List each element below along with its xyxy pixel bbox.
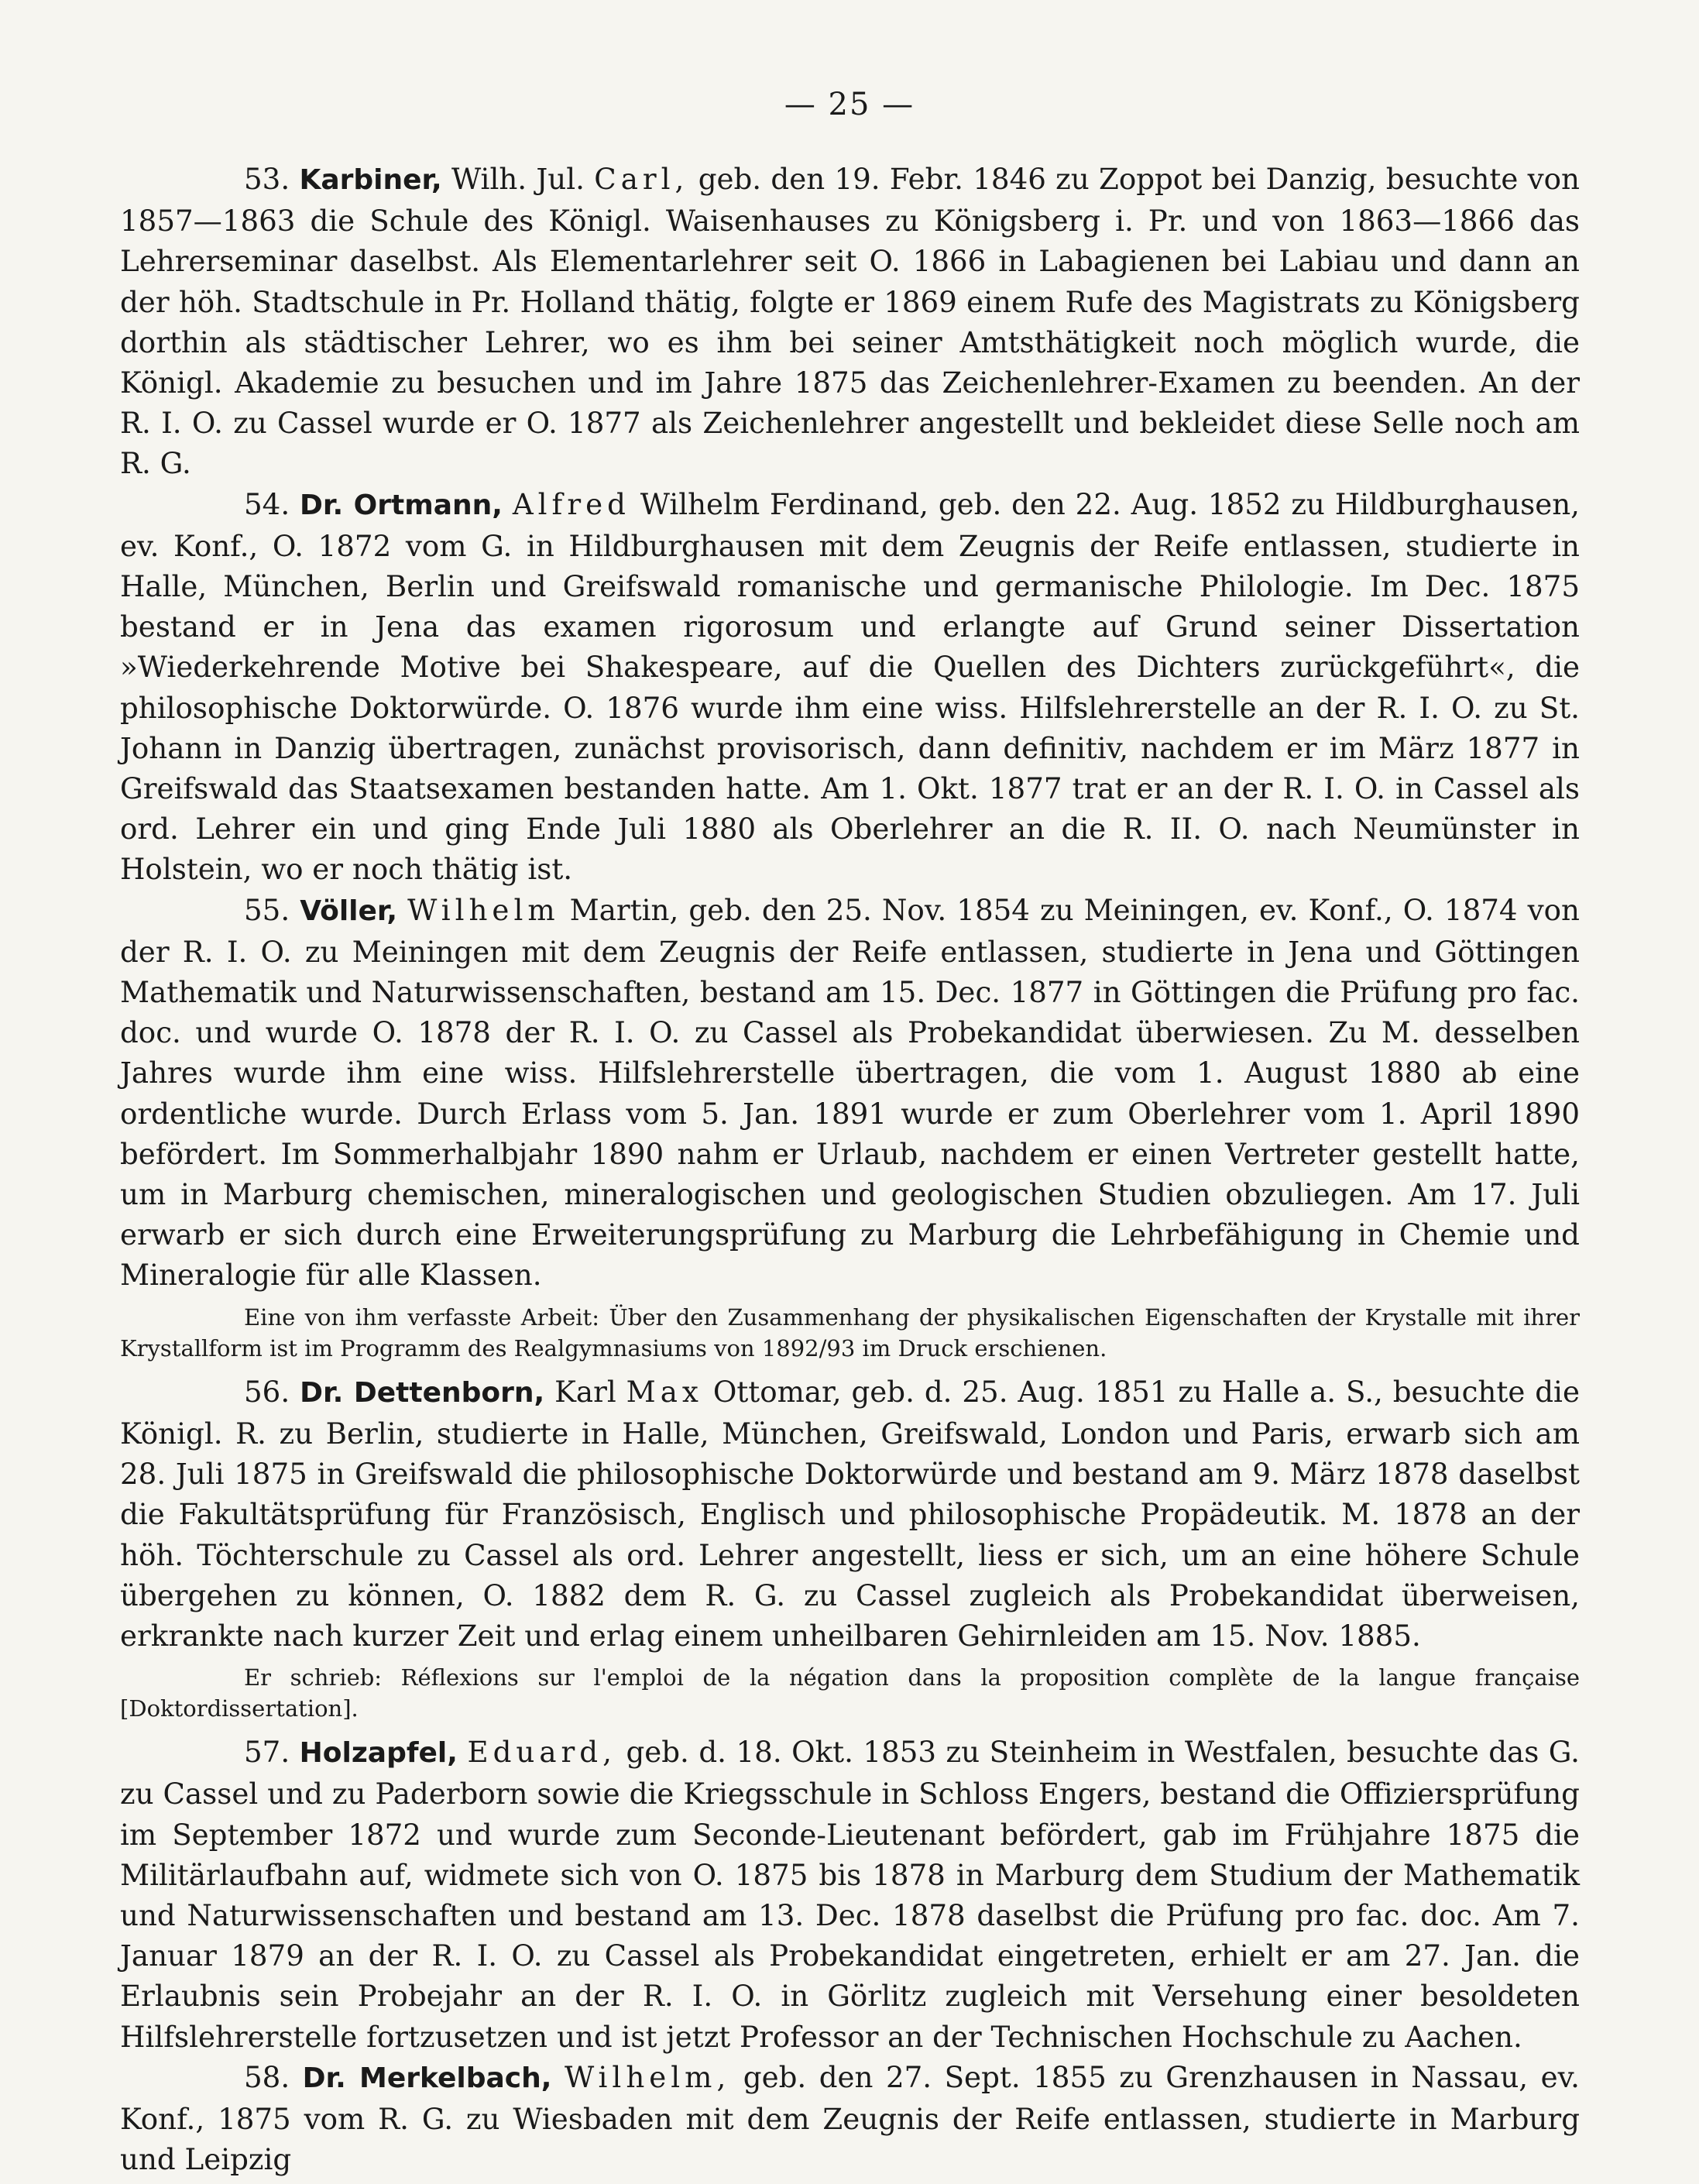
entry-given-names: Wilhelm Ferdinand, — [640, 486, 928, 521]
entry-name: Dr. Ortmann, — [299, 489, 503, 521]
entry-number: 56. — [244, 1374, 290, 1409]
entry-given-names-spaced: Wilhelm, — [564, 2059, 731, 2094]
entry-text: geb. den 22. Aug. 1852 zu Hildburghausen, ev. Konf., O. 1872 vom G. in Hildburghausen mit dem Zeugnis der Reife entlassen, studierte in Halle, München, Berlin und Greifswald romanische und germanische Philologie. Im Dec. 1875 bestand er in Jena das examen rigorosum und erlangte auf Grund seiner Dissertation »Wiederkehrende Motive bei Shakespeare, auf die Quellen des Dichters zurückgeführt«, die philosophische Doktorwürde. O. 1876 wurde ihm eine wiss. Hilfslehrerstelle an der R. I. O. zu St. Johann in Danzig übertragen, zunächst provisorisch, dann definitiv, nachdem er im März 1877 in Greifswald das Staatsexamen bestanden hatte. Am 1. Okt. 1877 trat er an der R. I. O. in Cassel als ord. Lehrer ein und ging Ende Juli 1880 als Oberlehrer an die R. II. O. nach Neumünster in Holstein, wo er noch thätig ist. — [120, 486, 1580, 887]
entry-number: 57. — [244, 1735, 290, 1770]
entry-58 — [120, 2057, 1580, 2180]
entry-name: Karbiner, — [299, 164, 442, 196]
entry-text: geb. d. 25. Aug. 1851 zu Halle a. S., besuchte die Königl. R. zu Berlin, studierte in Halle, München, Greifswald, London und Paris, erwarb sich am 28. Juli 1875 in Greifswald die philosophische Doktorwürde und bestand am 9. März 1878 daselbst die Fakultätsprüfung für Französisch, Englisch und philosophische Propädeutik. M. 1878 an der höh. Töchterschule zu Cassel als ord. Lehrer angestellt, liess er sich, um an eine höhere Schule übergehen zu können, O. 1882 dem R. G. zu Cassel zugleich als Probekandidat überweisen, erkrankte nach kurzer Zeit und erlag einem unheilbaren Gehirnleiden am 15. Nov. 1885. — [120, 1374, 1580, 1653]
entry-54 — [120, 484, 1580, 890]
entry-name: Völler, — [300, 895, 398, 927]
entry-note: Er schrieb: Réflexions sur l'emploi de la négation dans la proposition complète de la langue française [Doktordissertation]. — [120, 1664, 1580, 1722]
entry-number: 58. — [244, 2059, 290, 2094]
page-body — [120, 159, 1580, 2179]
entry-name: Dr. Merkelbach, — [302, 2062, 552, 2094]
entry-number: 55. — [244, 892, 290, 927]
entry-57 — [120, 1732, 1580, 2057]
entry-given-names-spaced: Wilhelm — [407, 892, 560, 927]
entry-number: 53. — [244, 162, 290, 196]
entry-given-names-spaced: Max — [626, 1374, 703, 1409]
page-number: — 25 — — [784, 87, 915, 122]
entry-given-names-spaced: Alfred — [512, 486, 630, 521]
entry-number: 54. — [244, 486, 290, 521]
entry-given-names: Martin, — [569, 892, 679, 927]
entry-given-names: Karl — [554, 1374, 616, 1409]
entry-53 — [120, 159, 1580, 484]
entry-55 — [120, 890, 1580, 1296]
entry-given-names-spaced: Eduard, — [467, 1735, 616, 1770]
entry-given-names: Wilh. Jul. — [451, 162, 585, 196]
entry-given-names-spaced: Carl, — [594, 162, 689, 196]
entry-note: Eine von ihm verfasste Arbeit: Über den Zusammenhang der physikalischen Eigenschaften der Krystalle mit ihrer Krystallform ist im Programm des Realgymnasiums von 1892/93 im Druck erschienen. — [120, 1303, 1580, 1362]
entry-text: geb. d. 18. Okt. 1853 zu Steinheim in Westfalen, besuchte das G. zu Cassel und zu Paderborn sowie die Kriegsschule in Schloss Engers, bestand die Offiziersprüfung im September 1872 und wurde zum Seconde-Lieutenant befördert, gab im Frühjahre 1875 die Militärlaufbahn auf, widmete sich von O. 1875 bis 1878 in Marburg dem Studium der Mathematik und Naturwissenschaften und bestand am 13. Dec. 1878 daselbst die Prüfung pro fac. doc. Am 7. Januar 1879 an der R. I. O. zu Cassel als Probekandidat eingetreten, erhielt er am 27. Jan. die Erlaubnis sein Probejahr an der R. I. O. in Görlitz zugleich mit Versehung einer besoldeten Hilfslehrerstelle fortzusetzen und ist jetzt Professor an der Technischen Hochschule zu Aachen. — [120, 1735, 1580, 2054]
entry-text: geb. den 27. Sept. 1855 zu Grenzhausen in Nassau, ev. Konf., 1875 vom R. G. zu Wiesbaden mit dem Zeugnis der Reife entlassen, studierte in Marburg und Leipzig — [120, 2059, 1580, 2177]
entry-56 — [120, 1372, 1580, 1656]
entry-given-names-2: Ottomar, — [712, 1374, 842, 1409]
entry-text: geb. den 19. Febr. 1846 zu Zoppot bei Danzig, besuchte von 1857—1863 die Schule des Königl. Waisenhauses zu Königsberg i. Pr. und von 1863—1866 das Lehrerseminar daselbst. Als Elementarlehrer seit O. 1866 in Labagienen bei Labiau und dann an der höh. Stadtschule in Pr. Holland thätig, folgte er 1869 einem Rufe des Magistrats zu Königsberg dorthin als städtischer Lehrer, wo es ihm bei seiner Amtsthätigkeit noch möglich wurde, die Königl. Akademie zu besuchen und im Jahre 1875 das Zeichenlehrer-Examen zu beenden. An der R. I. O. zu Cassel wurde er O. 1877 als Zeichenlehrer angestellt und bekleidet diese Selle noch am R. G. — [120, 162, 1580, 481]
entry-name: Holzapfel, — [299, 1737, 458, 1770]
entry-text: geb. den 25. Nov. 1854 zu Meiningen, ev. Konf., O. 1874 von der R. I. O. zu Meiningen mit dem Zeugnis der Reife entlassen, studierte in Jena und Göttingen Mathematik und Naturwissenschaften, bestand am 15. Dec. 1877 in Göttingen die Prüfung pro fac. doc. und wurde O. 1878 der R. I. O. zu Cassel als Probekandidat überwiesen. Zu M. desselben Jahres wurde ihm eine wiss. Hilfslehrerstelle übertragen, die vom 1. August 1880 ab eine ordentliche wurde. Durch Erlass vom 5. Jan. 1891 wurde er zum Oberlehrer vom 1. April 1890 befördert. Im Sommerhalbjahr 1890 nahm er Urlaub, nachdem er einen Vertreter gestellt hatte, um in Marburg chemischen, mineralogischen und geologischen Studien obzuliegen. Am 17. Juli erwarb er sich durch eine Erweiterungsprüfung zu Marburg die Lehrbefähigung in Chemie und Mineralogie für alle Klassen. — [120, 892, 1580, 1293]
entry-name: Dr. Dettenborn, — [300, 1376, 545, 1409]
